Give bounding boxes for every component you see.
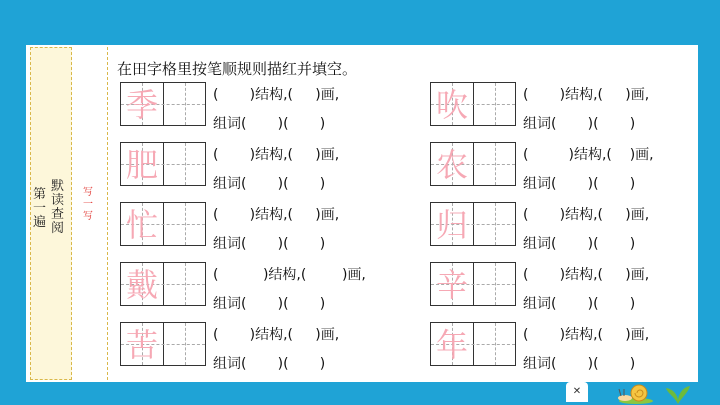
structure-blanks: ( )结构,( )画, bbox=[523, 267, 650, 283]
structure-blanks: ( )结构,( )画, bbox=[213, 147, 340, 163]
word-blanks: 组词( )( ) bbox=[213, 236, 326, 252]
word-blanks: 组词( )( ) bbox=[523, 176, 636, 192]
instruction-text: 在田字格里按笔顺规则描红并填空。 bbox=[117, 60, 358, 78]
word-blanks: 组词( )( ) bbox=[213, 356, 326, 372]
trace-character: 忙 bbox=[125, 206, 158, 244]
read-label: 默 读 查 阅 bbox=[51, 179, 65, 236]
structure-blanks: ( )结构,( )画, bbox=[523, 207, 650, 223]
trace-character: 辛 bbox=[435, 266, 468, 304]
word-blanks: 组词( )( ) bbox=[523, 296, 636, 312]
tianzige-grid bbox=[120, 202, 206, 246]
tianzige-grid bbox=[120, 262, 206, 306]
write-label: 写 一 写 bbox=[83, 187, 93, 222]
trace-character: 苦 bbox=[125, 326, 158, 364]
tianzige-grid bbox=[120, 142, 206, 186]
tianzige-grid bbox=[430, 142, 516, 186]
x-mark-icon[interactable]: ✕ bbox=[566, 382, 588, 402]
word-blanks: 组词( )( ) bbox=[523, 356, 636, 372]
word-blanks: 组词( )( ) bbox=[213, 116, 326, 132]
tianzige-grid bbox=[430, 202, 516, 246]
trace-character: 季 bbox=[125, 86, 158, 124]
structure-blanks: ( )结构,( )画, bbox=[213, 267, 366, 283]
word-blanks: 组词( )( ) bbox=[523, 116, 636, 132]
trace-character: 肥 bbox=[125, 146, 158, 184]
structure-blanks: ( )结构,( )画, bbox=[213, 207, 340, 223]
trace-character: 归 bbox=[435, 206, 468, 244]
word-blanks: 组词( )( ) bbox=[523, 236, 636, 252]
trace-character: 年 bbox=[435, 326, 468, 364]
tianzige-grid bbox=[430, 82, 516, 126]
word-blanks: 组词( )( ) bbox=[213, 176, 326, 192]
leaf-icon bbox=[664, 384, 692, 404]
tianzige-grid bbox=[120, 322, 206, 366]
structure-blanks: ( )结构,( )画, bbox=[523, 87, 650, 103]
trace-character: 农 bbox=[435, 146, 468, 184]
trace-character: 戴 bbox=[125, 266, 158, 304]
tianzige-grid bbox=[120, 82, 206, 126]
structure-blanks: ( )结构,( )画, bbox=[523, 327, 650, 343]
structure-blanks: ( )结构,( )画, bbox=[213, 87, 340, 103]
word-blanks: 组词( )( ) bbox=[213, 296, 326, 312]
snail-icon bbox=[615, 380, 657, 404]
structure-blanks: ( )结构,( )画, bbox=[523, 147, 654, 163]
step-label: 第 一 遍 bbox=[33, 187, 47, 230]
trace-character: 吹 bbox=[435, 86, 468, 124]
tianzige-grid bbox=[430, 262, 516, 306]
tianzige-grid bbox=[430, 322, 516, 366]
structure-blanks: ( )结构,( )画, bbox=[213, 327, 340, 343]
